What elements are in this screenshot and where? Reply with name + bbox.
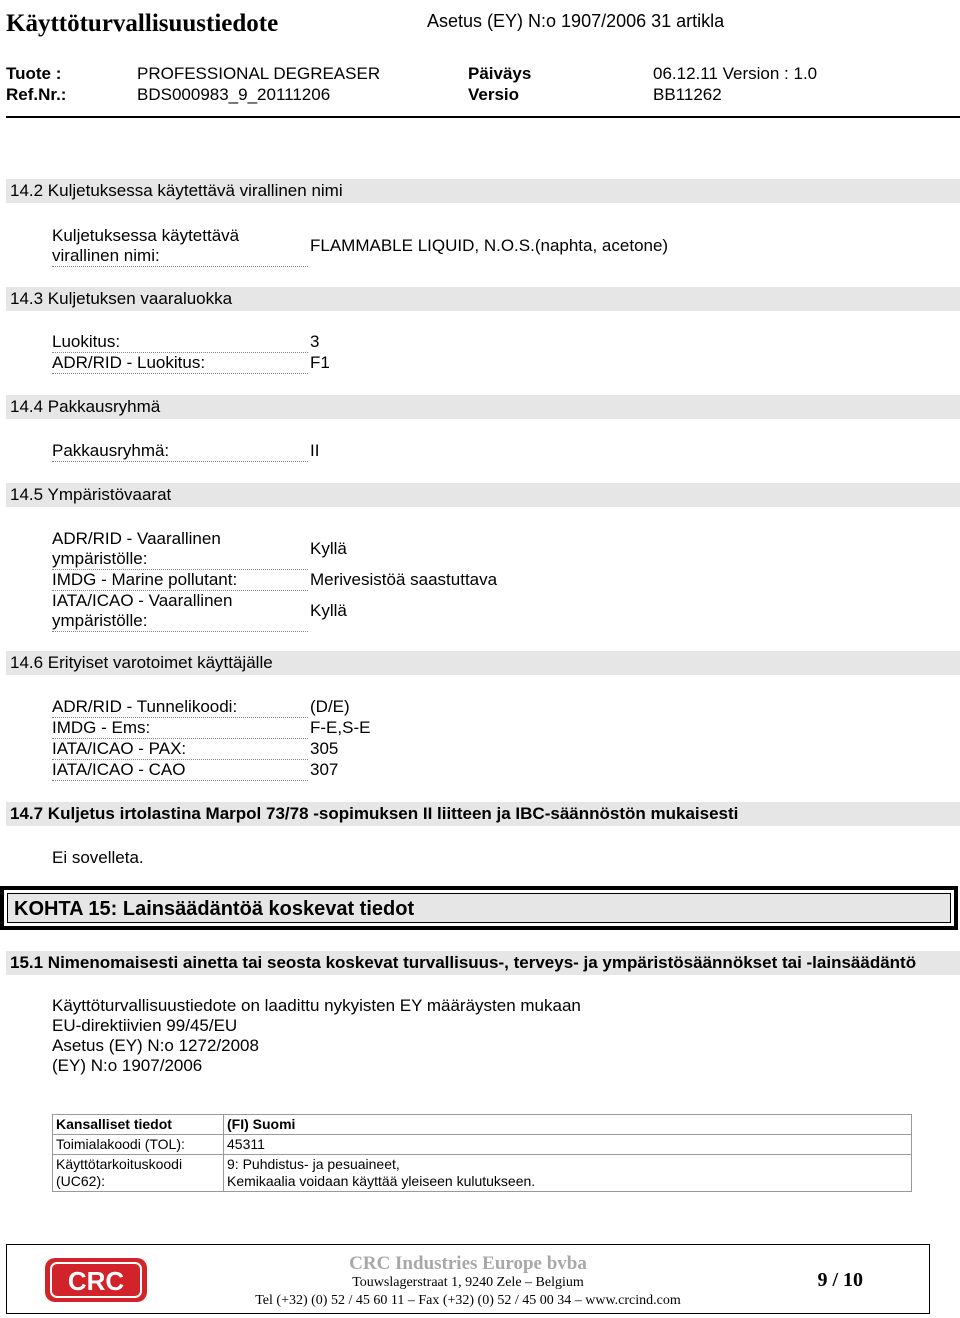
imdg-pollutant-label: IMDG - Marine pollutant:	[52, 570, 308, 591]
table-row	[53, 1135, 912, 1155]
tol-label: Toimialakoodi (TOL):	[53, 1135, 224, 1155]
regulation-reference: Asetus (EY) N:o 1907/2006 31 artikla	[427, 11, 725, 31]
table-row	[53, 1115, 912, 1135]
national-info-table	[52, 1114, 912, 1192]
page-footer	[6, 1244, 930, 1314]
product-label: Tuote :	[6, 64, 62, 83]
version-value: BB11262	[653, 85, 722, 104]
adr-env-value: Kyllä	[310, 539, 347, 558]
use-code-label-line2: (UC62):	[56, 1173, 106, 1189]
date-label: Päiväys	[468, 64, 532, 83]
packing-group-value: II	[310, 441, 320, 460]
shipping-name-label-line1: Kuljetuksessa käytettävä	[52, 226, 240, 245]
section-15-box	[0, 886, 958, 930]
product-value: PROFESSIONAL DEGREASER	[137, 64, 381, 83]
shipping-name-label-line2: virallinen nimi:	[52, 246, 160, 265]
use-code-value-line1: 9: Puhdistus- ja pesuaineet,	[227, 1156, 400, 1172]
imdg-pollutant-value: Merivesistöä saastuttava	[310, 570, 498, 589]
iata-env-label-line2: ympäristölle:	[52, 611, 148, 630]
section-14-6-heading: 14.6 Erityiset varotoimet käyttäjälle	[6, 651, 960, 675]
iata-env-value: Kyllä	[310, 601, 347, 620]
section-14-7-heading: 14.7 Kuljetus irtolastina Marpol 73/78 -sopimuksen II liitteen ja IBC-säännöstön mukaisesti	[6, 802, 960, 826]
use-code-value-line2: Kemikaalia voidaan käyttää yleiseen kulutukseen.	[227, 1173, 536, 1189]
class-value: 3	[310, 332, 320, 351]
ref-label: Ref.Nr.:	[6, 85, 67, 104]
adr-env-label-line2: ympäristölle:	[52, 549, 148, 568]
regulation-line-4: (EY) N:o 1907/2006	[52, 1056, 203, 1075]
company-name: CRC Industries Europe bvba	[349, 1253, 587, 1274]
regulation-line-3: Asetus (EY) N:o 1272/2008	[52, 1036, 259, 1055]
company-contact: Tel (+32) (0) 52 / 45 60 11 – Fax (+32) (0) 52 / 45 00 34 – www.crcind.com	[255, 1293, 681, 1308]
adr-env-label	[52, 529, 308, 570]
packing-group-label: Pakkausryhmä:	[52, 441, 308, 462]
marpol-text: Ei sovelleta.	[52, 848, 144, 867]
imdg-ems-label: IMDG - Ems:	[52, 718, 308, 739]
iata-env-label-line1: IATA/ICAO - Vaarallinen	[52, 591, 233, 610]
adr-class-label: ADR/RID - Luokitus:	[52, 353, 308, 374]
crc-logo-text: CRC	[67, 1266, 125, 1296]
tol-value: 45311	[224, 1135, 912, 1155]
header-divider	[6, 116, 960, 118]
ref-value: BDS000983_9_20111206	[137, 85, 331, 104]
class-label: Luokitus:	[52, 332, 308, 353]
adr-class-value: F1	[310, 353, 330, 372]
shipping-name-label	[52, 226, 308, 267]
iata-env-label	[52, 591, 308, 632]
section-15-1-heading: 15.1 Nimenomaisesti ainetta tai seosta koskevat turvallisuus-, terveys- ja ympäristösäännökset tai -lainsäädäntö	[6, 951, 960, 975]
use-code-value	[224, 1155, 912, 1192]
use-code-label	[53, 1155, 224, 1192]
iata-pax-value: 305	[310, 739, 339, 758]
section-14-5-heading: 14.5 Ympäristövaarat	[6, 483, 960, 507]
section-14-4-heading: 14.4 Pakkausryhmä	[6, 395, 960, 419]
iata-cao-value: 307	[310, 760, 339, 779]
version-label: Versio	[468, 85, 520, 104]
iata-pax-label: IATA/ICAO - PAX:	[52, 739, 308, 760]
section-15-title: KOHTA 15: Lainsäädäntöä koskevat tiedot	[7, 893, 951, 923]
document-title: Käyttöturvallisuustiedote	[6, 10, 279, 37]
regulation-line-2: EU-direktiivien 99/45/EU	[52, 1016, 238, 1035]
section-14-3-heading: 14.3 Kuljetuksen vaaraluokka	[6, 287, 960, 311]
shipping-name-value: FLAMMABLE LIQUID, N.O.S.(naphta, acetone)	[310, 236, 669, 255]
iata-cao-label: IATA/ICAO - CAO	[52, 760, 308, 781]
use-code-label-line1: Käyttötarkoituskoodi	[56, 1156, 183, 1172]
tunnel-code-label: ADR/RID - Tunnelikoodi:	[52, 697, 308, 718]
national-info-header: Kansalliset tiedot	[53, 1115, 224, 1135]
page-number: 9 / 10	[817, 1269, 863, 1291]
imdg-ems-value: F-E,S-E	[310, 718, 371, 737]
tunnel-code-value: (D/E)	[310, 697, 350, 716]
table-row	[53, 1155, 912, 1192]
company-address: Touwslagerstraat 1, 9240 Zele – Belgium	[352, 1275, 584, 1290]
date-value: 06.12.11 Version : 1.0	[653, 64, 818, 83]
country-header: (FI) Suomi	[224, 1115, 912, 1135]
regulation-line-1: Käyttöturvallisuustiedote on laadittu nykyisten EY määräysten mukaan	[52, 996, 581, 1015]
adr-env-label-line1: ADR/RID - Vaarallinen	[52, 529, 221, 548]
section-14-2-heading: 14.2 Kuljetuksessa käytettävä virallinen nimi	[6, 179, 960, 203]
